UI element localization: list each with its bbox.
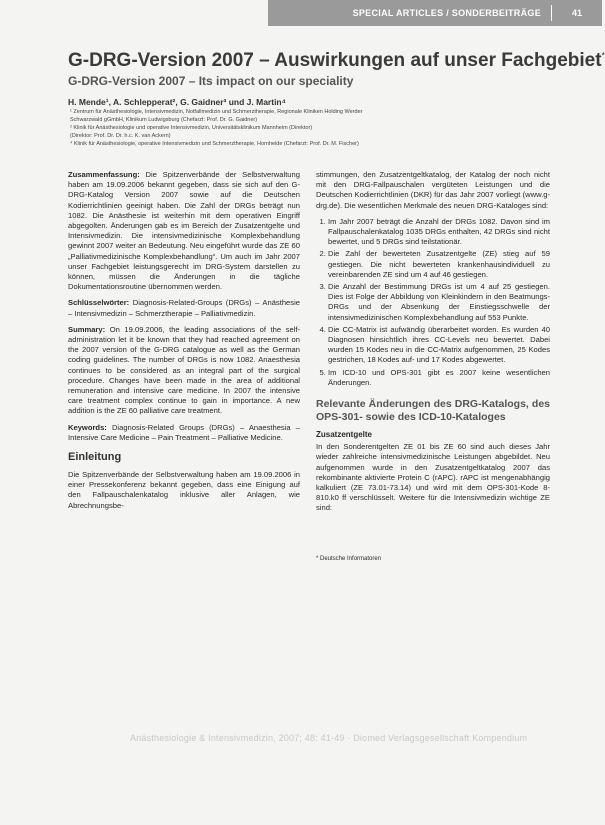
affiliation-line: ⁴ Klinik für Anästhesiologie, operative Intensivmedizin und Schmerztherapie, Hornheide (Chefarzt: Prof. Dr. M. Fischer) [70, 141, 359, 147]
abstract-german [68, 170, 300, 292]
affiliations [70, 108, 550, 148]
list-item: 2. Die Zahl der bewerteten Zusatzentgelte (ZE) stieg auf 59 gestiegen. Die nicht bewerteten krankenhausindividuell zu vereinbarenden ZE sind um 4 auf 46 gestiegen. [328, 249, 550, 280]
summary-label: Summary: [68, 324, 106, 334]
list-item: 3. Die Anzahl der Bestimmung DRGs ist um 4 auf 25 gestiegen. Dies ist Folge der Abbildung von Kleinkindern in den Beatmungs-DRGs und der Absenkung der Einstiegsschwelle der intensivmedizinischen Komplexbehandlung auf 553 Punkte. [328, 282, 550, 323]
zusammenfassung-text: Die Spitzenverbände der Selbstverwaltung haben am 19.09.2006 bekannt gegeben, dass sie sich auf den G-DRG-Katalog Version 2007 sowie auf die Deutschen Kodierrichtlinien geeinigt haben. Die Zahl der DRGs beträgt nun 1082. Die Anästhesie ist weiterhin mit dem operativen Eingriff abgegolten. Änderungen gab es im Bereich der Zusatzentgelte und Intensivmedizin. Die intensivmedizinische Komplexbehandlung gewinnt 2007 weiter an Bedeutung. Neu eingeführt wurde das ZE 60 „Palliativmedizinische Komplexbehandlung“. Um auch im Jahr 2007 unser Fachgebiet leistungsgerecht im DRG-System darstellen zu können, müssen die Änderungen in die tägliche Dokumentationsroutine übernommen werden. [68, 170, 300, 292]
schluesselwoerter-text: Diagnosis-Related-Groups (DRGs) – Anästhesie – Intensivmedizin – Schmerztherapie – Palliativmedizin. [68, 298, 300, 318]
title-footnote-mark: * [601, 50, 605, 61]
header-bar [268, 0, 602, 26]
zusatzentgelte-text: In den Sonderentgelten ZE 01 bis ZE 60 sind auch dieses Jahr wieder zahlreiche intensivmedizinische Leistungen abgebildet. Neu aufgenommen wurde in den Zusatzentgeltkatalog 2007 das rekombinante aktivierte Protein C (rAPC). rAPC ist mengenabhängig kalkuliert (ZE 73.01-73.14) und wird mit dem OPS-301-Kode 8-810.k0 ff verschlüsselt. Weitere für die Intensivmedizin wichtige ZE sind: [316, 442, 550, 513]
article-title-text: G-DRG-Version 2007 – Auswirkungen auf unser Fachgebiet [68, 50, 602, 71]
left-column [68, 170, 300, 517]
right-column [316, 170, 550, 564]
list-item: 5. Im ICD-10 und OPS-301 gibt es 2007 keine wesentlichen Änderungen. [328, 368, 550, 388]
list-item: 1. Im Jahr 2007 beträgt die Anzahl der DRGs 1082. Davon sind im Fallpauschalenkatalog 1035 DRGs enthalten, 42 DRGs sind nicht bewertet, und 5 DRGs sind teilstationär. [328, 217, 550, 248]
page-number: 41 [571, 8, 582, 18]
affiliation-line: ¹ Zentrum für Anästhesiologie, Intensivmedizin, Notfallmedizin und Schmerztherapie, Regionale Kliniken Holding Werder [70, 109, 363, 115]
relevant-changes-heading: Relevante Änderungen des DRG-Katalogs, des OPS-301- sowie des ICD-10-Kataloges [316, 398, 550, 424]
intro-continuation: stimmungen, den Zusatzentgeltkatalog, der Katalog der noch nicht mit den DRG-Fallpauschalen vergüteten Leistungen und die Deutschen Kodierrichtlinien (DKR) für das Jahr 2007 vorliegt (www.g-drg.de). Die wesentlichen Merkmale des neuen DRG-Kataloges sind: [316, 170, 550, 210]
summary-text: On 19.09.2006, the leading associations of the self-administration let it be known that they had reached agreement on the 2007 version of the G-DRG catalogue as well as the German coding guidelines. The number of DRGs is now 1082. Anaesthesia continues to be considered as an integral part of the surgical procedure. Changes have been made in the area of additional remuneration and intensive care medicine. In 2007 the intensive care treatment complex continue to gain in importance. A new addition is the ZE 60 palliative care treatment. [68, 324, 300, 416]
footnote: * Deutsche Informatoren [316, 555, 382, 562]
zusammenfassung-label: Zusammenfassung: [68, 170, 140, 179]
article-title [68, 50, 605, 72]
abstract-english [68, 325, 300, 417]
keywords-german [68, 298, 300, 318]
list-item: 4. Die CC-Matrix ist aufwändig überarbeitet worden. Es wurden 40 Diagnosen hinsichtlich ihres CC-Levels neu bewertet. Dabei wurden 15 Kodes neu in die CC-Matrix aufgenommen, 25 Kodes gestrichen, 18 Kodes auf- und 17 Kodes abgewertet. [328, 325, 550, 366]
drg-feature-list [316, 217, 550, 388]
affiliation-line: Schwarzwald gGmbH, Klinikum Ludwigsburg (Chefarzt: Prof. Dr. G. Gaidner) [70, 117, 258, 123]
keywords-text: Diagnosis-Related Groups (DRGs) – Anaesthesia – Intensive Care Medicine – Pain Treatment – Palliative Medicine. [68, 422, 300, 442]
einleitung-heading: Einleitung [68, 451, 122, 464]
keywords-label: Keywords: [68, 422, 107, 432]
section-label: SPECIAL ARTICLES / SONDERBEITRÄGE [352, 8, 541, 18]
article-authors: H. Mende¹, A. Schlepperat², G. Gaidner³ und J. Martin⁴ [68, 97, 286, 107]
einleitung-text: Die Spitzenverbände der Selbstverwaltung haben am 19.09.2006 in einer Pressekonferenz bekannt gegeben, dass eine Einigung auf den Fallpauschalenkatalog inklusive aller Anlagen, wie Abrechnungsbe- [68, 470, 300, 510]
article-subtitle: G-DRG-Version 2007 – Its impact on our speciality [68, 74, 354, 88]
zusatzentgelte-heading: Zusatzentgelte [316, 430, 373, 440]
affiliation-line: ² Klinik für Anästhesiologie und operative Intensivmedizin, Universitätsklinikum Mannheim (Direktor) [70, 125, 313, 131]
page-footer: Anästhesiologie & Intensivmedizin, 2007; 48: 41-49 · Diomed Verlagsgesellschaft Kompendium [130, 733, 528, 743]
keywords-english [68, 423, 300, 443]
affiliation-line: (Direktor: Prof. Dr. Dr. h.c. K. van Ackern) [70, 133, 171, 139]
schluesselwoerter-label: Schlüsselwörter: [68, 298, 130, 308]
